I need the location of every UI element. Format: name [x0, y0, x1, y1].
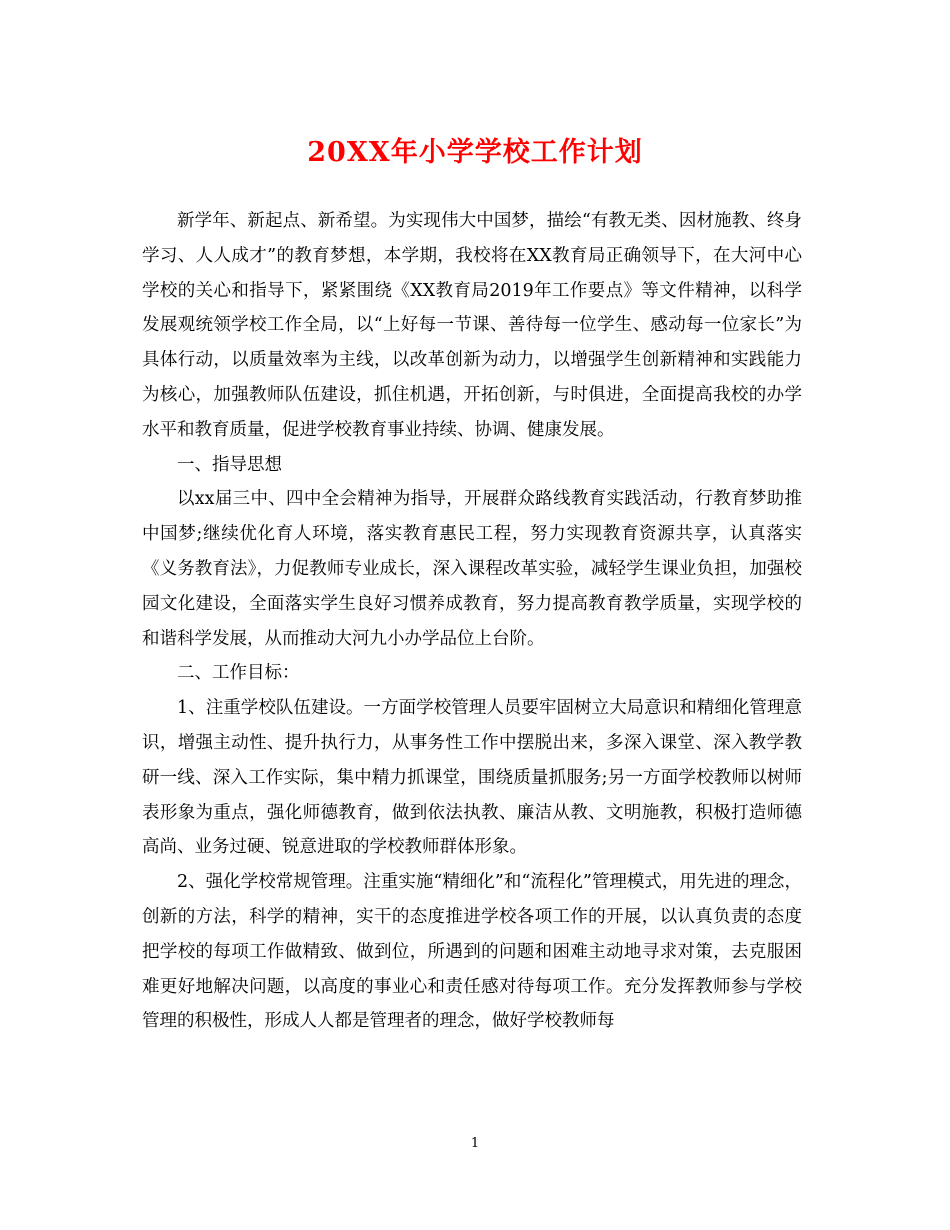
- paragraph-goal-2: 2、强化学校常规管理。注重实施“精细化”和“流程化”管理模式，用先进的理念，创新的方法，科学的精神，实干的态度推进学校各项工作的开展，以认真负责的态度把学校的每项工作做精致、做到位，所遇到的问题和困难主动地寻求对策，去克服困难更好地解决问题，以高度的事业心和责任感对待每项工作。充分发挥教师参与学校管理的积极性，形成人人都是管理者的理念，做好学校教师每: [142, 872, 802, 1032]
- heading-work-goals: 二、工作目标：: [177, 663, 300, 684]
- paragraph-intro: 新学年、新起点、新希望。为实现伟大中国梦，描绘“有教无类、因材施教、终身学习、人人成才”的教育梦想，本学期，我校将在XX教育局正确领导下，在大河中心学校的关心和指导下，紧紧围绕《XX教育局2019年工作要点》等文件精神，以科学发展观统领学校工作全局，以“上好每一节课、善待每一位学生、感动每一位家长”为具体行动，以质量效率为主线，以改革创新为动力，以增强学生创新精神和实践能力为核心，加强教师队伍建设，抓住机遇，开拓创新，与时俱进，全面提高我校的办学水平和教育质量，促进学校教育事业持续、协调、健康发展。: [142, 211, 802, 440]
- paragraph-goal-1: 1、注重学校队伍建设。一方面学校管理人员要牢固树立大局意识和精细化管理意识，增强主动性、提升执行力，从事务性工作中摆脱出来，多深入课堂、深入教学教研一线、深入工作实际，集中精力抓课堂，围绕质量抓服务;另一方面学校教师以树师表形象为重点，强化师德教育，做到依法执教、廉洁从教、文明施教，积极打造师德高尚、业务过硬、锐意进取的学校教师群体形象。: [142, 698, 802, 858]
- page-number: 1: [470, 1136, 480, 1151]
- paragraph-guiding-ideology: 以xx届三中、四中全会精神为指导，开展群众路线教育实践活动，行教育梦助推中国梦;继续优化育人环境，落实教育惠民工程，努力实现教育资源共享，认真落实《义务教育法》，力促教师专业成长，深入课程改革实验，减轻学生课业负担，加强校园文化建设，全面落实学生良好习惯养成教育，努力提高教育教学质量，实现学校的和谐科学发展，从而推动大河九小办学品位上台阶。: [142, 489, 802, 649]
- document-title: 20XX年小学学校工作计划: [307, 137, 643, 168]
- heading-guiding-ideology: 一、指导思想: [177, 454, 282, 475]
- document-body: [142, 204, 802, 1039]
